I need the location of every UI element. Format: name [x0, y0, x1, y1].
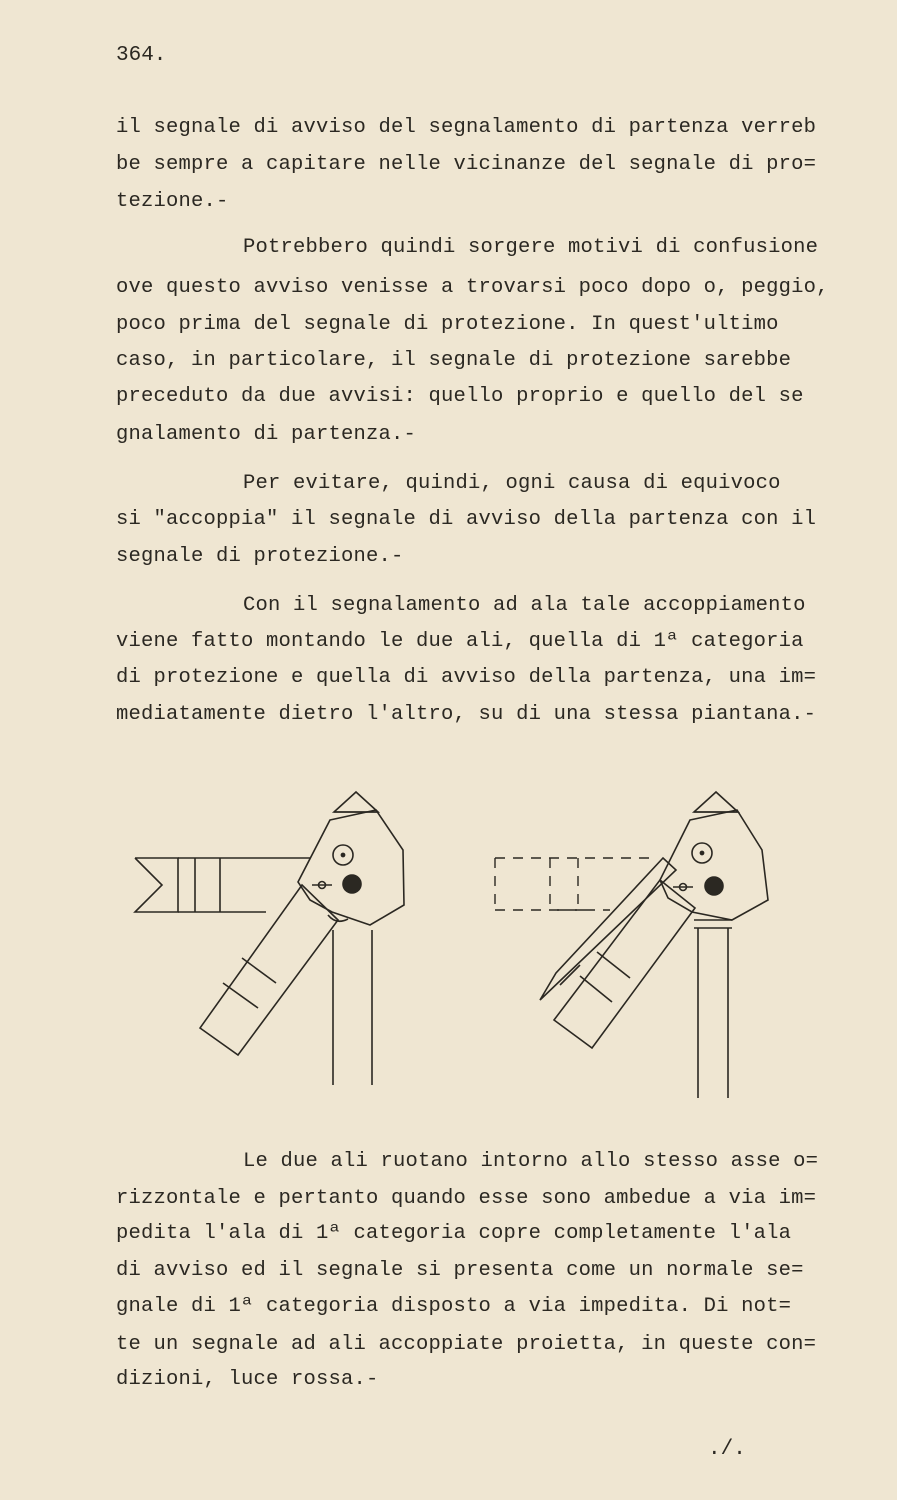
text-line: be sempre a capitare nelle vicinanze del segnale di pro=	[116, 153, 817, 176]
text-line: di avviso ed il segnale si presenta come un normale se=	[116, 1259, 804, 1282]
text-line: mediatamente dietro l'altro, su di una stessa piantana.-	[116, 703, 817, 726]
page-number: 364.	[116, 44, 167, 67]
text-line: viene fatto montando le due ali, quella di 1ª categoria	[116, 630, 804, 653]
text-line: si "accoppia" il segnale di avviso della partenza con il	[116, 508, 817, 531]
right-signal-drawing	[495, 792, 768, 1098]
text-line: il segnale di avviso del segnalamento di partenza verreb	[116, 116, 817, 139]
text-line: segnale di protezione.-	[116, 545, 404, 568]
text-line: Le due ali ruotano intorno allo stesso asse o=	[243, 1150, 819, 1173]
text-line: rizzontale e pertanto quando esse sono ambedue a via im=	[116, 1187, 817, 1210]
coupled-semaphore-diagram	[120, 780, 800, 1110]
text-line: di protezione e quella di avviso della partenza, una im=	[116, 666, 817, 689]
text-line: Con il segnalamento ad ala tale accoppiamento	[243, 594, 806, 617]
text-line: te un segnale ad ali accoppiate proietta, in queste con=	[116, 1333, 817, 1356]
continuation-mark: ./.	[708, 1438, 746, 1461]
left-signal-drawing	[135, 792, 404, 1085]
text-line: poco prima del segnale di protezione. In quest'ultimo	[116, 313, 779, 336]
text-line: gnalamento di partenza.-	[116, 423, 417, 446]
text-line: dizioni, luce rossa.-	[116, 1368, 379, 1391]
text-line: pedita l'ala di 1ª categoria copre completamente l'ala	[116, 1222, 792, 1245]
text-line: preceduto da due avvisi: quello proprio e quello del se	[116, 385, 804, 408]
text-line: caso, in particolare, il segnale di protezione sarebbe	[116, 349, 792, 372]
text-line: tezione.-	[116, 190, 229, 213]
text-line: Per evitare, quindi, ogni causa di equivoco	[243, 472, 781, 495]
text-line: gnale di 1ª categoria disposto a via impedita. Di not=	[116, 1295, 792, 1318]
text-line: ove questo avviso venisse a trovarsi poco dopo o, peggio,	[116, 276, 829, 299]
text-line: Potrebbero quindi sorgere motivi di confusione	[243, 236, 819, 259]
